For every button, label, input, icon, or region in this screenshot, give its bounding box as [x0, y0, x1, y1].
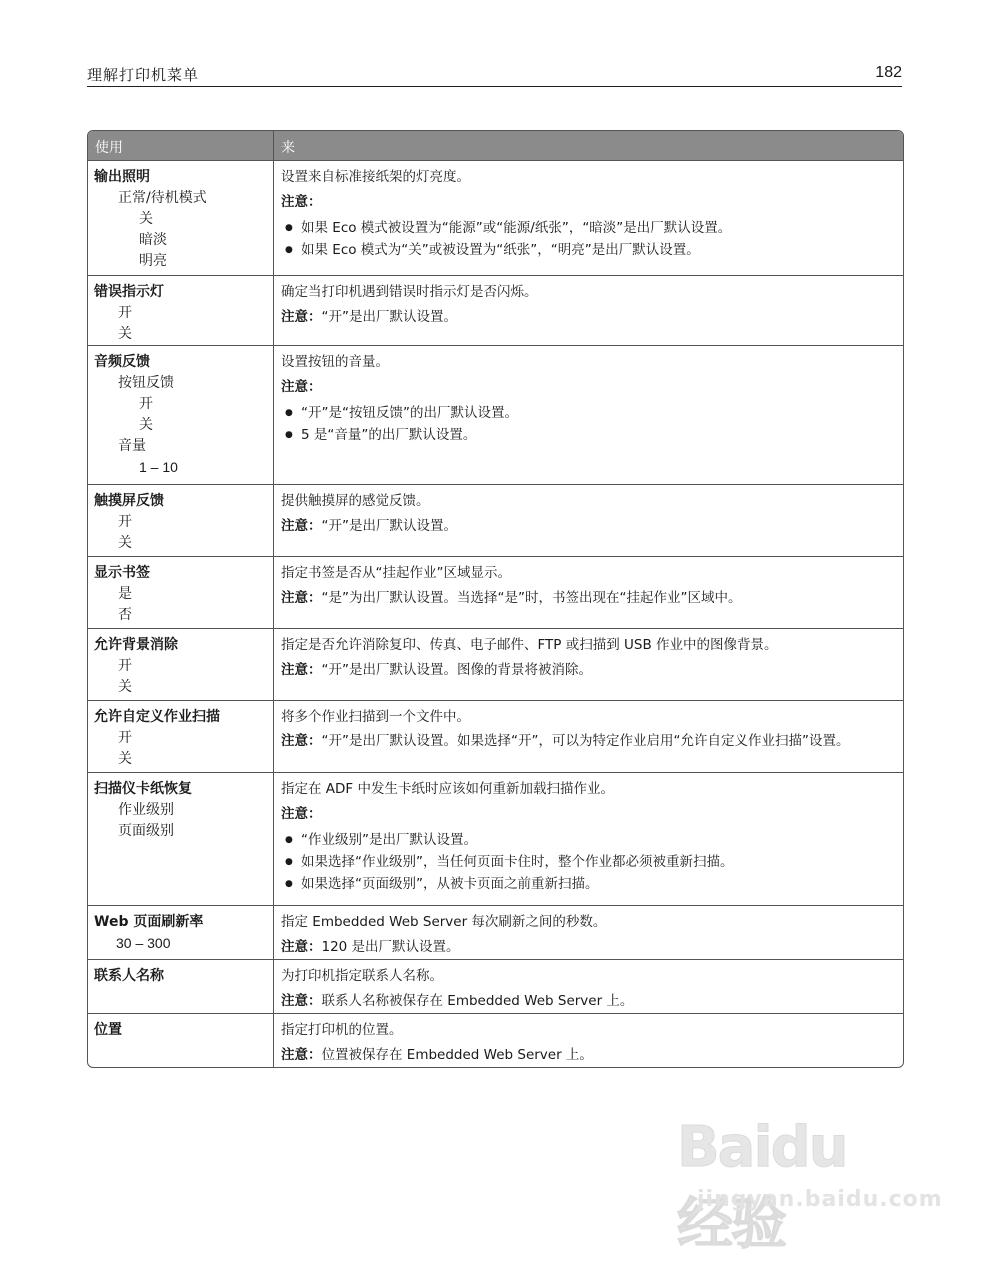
description-text: 指定打印机的位置。 — [281, 1022, 403, 1038]
note-text — [281, 307, 897, 327]
menu-option: 明亮 — [139, 253, 167, 269]
note-body: 位置被保存在 Embedded Web Server 上。 — [321, 1047, 593, 1063]
note-text — [281, 377, 897, 397]
menu-item-cell — [88, 629, 274, 700]
bullet-item: ● “作业级别”是出厂默认设置。 — [281, 829, 897, 851]
note-body: “开”是出厂默认设置。 — [321, 309, 457, 325]
note-label: 注意： — [281, 518, 322, 534]
bullet-list — [281, 217, 897, 261]
note-label: 注意： — [281, 379, 322, 395]
menu-item-cell — [88, 1014, 274, 1067]
menu-item-title: Web 页面刷新率 — [94, 914, 204, 930]
description-cell — [274, 557, 903, 628]
table-row — [88, 772, 903, 905]
note-text — [281, 516, 897, 536]
description-text: 设置来自标准接纸架的灯亮度。 — [281, 169, 470, 185]
menu-option: 开 — [118, 658, 132, 674]
note-label: 注意： — [281, 590, 322, 606]
menu-item-title: 输出照明 — [94, 169, 150, 185]
menu-table — [87, 130, 904, 1068]
note-body: “开”是出厂默认设置。 — [321, 518, 457, 534]
page-number: 182 — [875, 64, 902, 81]
page-header — [87, 62, 902, 87]
bullet-item: ● 5 是“音量”的出厂默认设置。 — [281, 424, 897, 446]
menu-option: 开 — [139, 396, 153, 412]
description-cell — [274, 906, 903, 959]
note-label: 注意： — [281, 662, 322, 678]
description-cell — [274, 485, 903, 556]
menu-option: 作业级别 — [118, 802, 174, 818]
column-header-use: 使用 — [88, 131, 274, 160]
note-text — [281, 588, 897, 608]
note-text — [281, 1045, 897, 1065]
description-cell — [274, 960, 903, 1013]
menu-item-title: 音频反馈 — [94, 354, 150, 370]
table-row — [88, 700, 903, 772]
column-header-to: 来 — [281, 140, 295, 156]
menu-option: 关 — [139, 417, 153, 433]
bullet-item: ● 如果 Eco 模式被设置为“能源”或“能源/纸张”，“暗淡”是出厂默认设置。 — [281, 217, 897, 239]
table-row — [88, 959, 903, 1013]
menu-option: 关 — [118, 751, 132, 767]
note-body: “开”是出厂默认设置。图像的背景将被消除。 — [321, 662, 592, 678]
description-text: 指定在 ADF 中发生卡纸时应该如何重新加载扫描作业。 — [281, 781, 614, 797]
table-row — [88, 160, 903, 275]
menu-item-cell — [88, 557, 274, 628]
note-text — [281, 732, 897, 750]
note-text — [281, 192, 897, 212]
menu-option: 1 – 10 — [139, 459, 178, 475]
menu-option: 是 — [118, 586, 132, 602]
menu-option: 关 — [118, 326, 132, 342]
menu-option: 30 – 300 — [116, 935, 171, 951]
menu-option: 开 — [118, 514, 132, 530]
table-row — [88, 905, 903, 959]
description-text: 提供触摸屏的感觉反馈。 — [281, 493, 430, 509]
note-label: 注意： — [281, 993, 322, 1009]
description-text: 指定书签是否从“挂起作业”区域显示。 — [281, 565, 511, 581]
note-label: 注意： — [281, 733, 322, 749]
menu-option: 页面级别 — [118, 823, 174, 839]
bullet-item: ● 如果选择“页面级别”，从被卡页面之前重新扫描。 — [281, 873, 897, 895]
menu-option: 开 — [118, 305, 132, 321]
menu-option: 按钮反馈 — [118, 375, 174, 391]
menu-item-cell — [88, 773, 274, 905]
menu-item-cell — [88, 485, 274, 556]
note-label: 注意： — [281, 806, 322, 822]
bullet-list — [281, 402, 897, 446]
table-row — [88, 556, 903, 628]
note-text — [281, 660, 897, 680]
menu-item-title: 允许自定义作业扫描 — [94, 709, 220, 725]
note-label: 注意： — [281, 1047, 322, 1063]
description-cell — [274, 346, 903, 484]
menu-option: 关 — [118, 535, 132, 551]
menu-option: 开 — [118, 730, 132, 746]
watermark — [677, 1105, 943, 1257]
note-text — [281, 937, 897, 957]
menu-option: 关 — [139, 211, 153, 227]
note-label: 注意： — [281, 194, 322, 210]
description-cell — [274, 161, 903, 275]
table-row — [88, 1013, 903, 1067]
page-title: 理解打印机菜单 — [87, 66, 200, 84]
description-cell — [274, 1014, 903, 1067]
menu-option: 音量 — [118, 438, 146, 454]
note-label: 注意： — [281, 309, 322, 325]
menu-option: 正常/待机模式 — [118, 190, 207, 206]
menu-item-title: 触摸屏反馈 — [94, 493, 164, 509]
menu-option: 暗淡 — [139, 232, 167, 248]
menu-item-title: 位置 — [94, 1022, 122, 1038]
table-row — [88, 484, 903, 556]
description-text: 为打印机指定联系人名称。 — [281, 968, 443, 984]
table-row — [88, 628, 903, 700]
description-cell — [274, 629, 903, 700]
menu-option: 否 — [118, 607, 132, 623]
note-body: 联系人名称被保存在 Embedded Web Server 上。 — [321, 993, 634, 1009]
description-cell — [274, 276, 903, 345]
menu-item-cell — [88, 346, 274, 484]
menu-option: 关 — [118, 679, 132, 695]
menu-item-cell — [88, 906, 274, 959]
bullet-list — [281, 829, 897, 895]
note-body: “是”为出厂默认设置。当选择“是”时，书签出现在“挂起作业”区域中。 — [321, 590, 742, 606]
table-row — [88, 275, 903, 345]
description-cell — [274, 773, 903, 905]
watermark-url: jingyan.baidu.com — [697, 1187, 943, 1212]
description-text: 确定当打印机遇到错误时指示灯是否闪烁。 — [281, 284, 538, 300]
menu-item-title: 联系人名称 — [94, 968, 164, 984]
menu-item-title: 允许背景消除 — [94, 637, 178, 653]
watermark-logo: Baidu 经验 — [677, 1115, 847, 1257]
menu-item-title: 显示书签 — [94, 565, 150, 581]
bullet-item: ● 如果选择“作业级别”，当任何页面卡住时，整个作业都必须被重新扫描。 — [281, 851, 897, 873]
menu-item-cell — [88, 161, 274, 275]
bullet-item: ● “开”是“按钮反馈”的出厂默认设置。 — [281, 402, 897, 424]
menu-item-title: 扫描仪卡纸恢复 — [94, 781, 192, 797]
description-cell — [274, 701, 903, 772]
description-text: 将多个作业扫描到一个文件中。 — [281, 709, 470, 725]
table-row — [88, 345, 903, 484]
table-header-row — [88, 131, 903, 160]
description-text: 设置按钮的音量。 — [281, 354, 389, 370]
description-text: 指定是否允许消除复印、传真、电子邮件、FTP 或扫描到 USB 作业中的图像背景。 — [281, 637, 778, 653]
note-text — [281, 804, 897, 824]
menu-item-cell — [88, 960, 274, 1013]
bullet-item: ● 如果 Eco 模式为“关”或被设置为“纸张”，“明亮”是出厂默认设置。 — [281, 239, 897, 261]
menu-item-cell — [88, 276, 274, 345]
menu-item-title: 错误指示灯 — [94, 284, 164, 300]
note-body: 120 是出厂默认设置。 — [321, 939, 460, 955]
description-text: 指定 Embedded Web Server 每次刷新之间的秒数。 — [281, 914, 607, 930]
menu-item-cell — [88, 701, 274, 772]
note-text — [281, 991, 897, 1011]
note-body: “开”是出厂默认设置。如果选择“开”，可以为特定作业启用“允许自定义作业扫描”设置。 — [321, 733, 850, 749]
note-label: 注意： — [281, 939, 322, 955]
